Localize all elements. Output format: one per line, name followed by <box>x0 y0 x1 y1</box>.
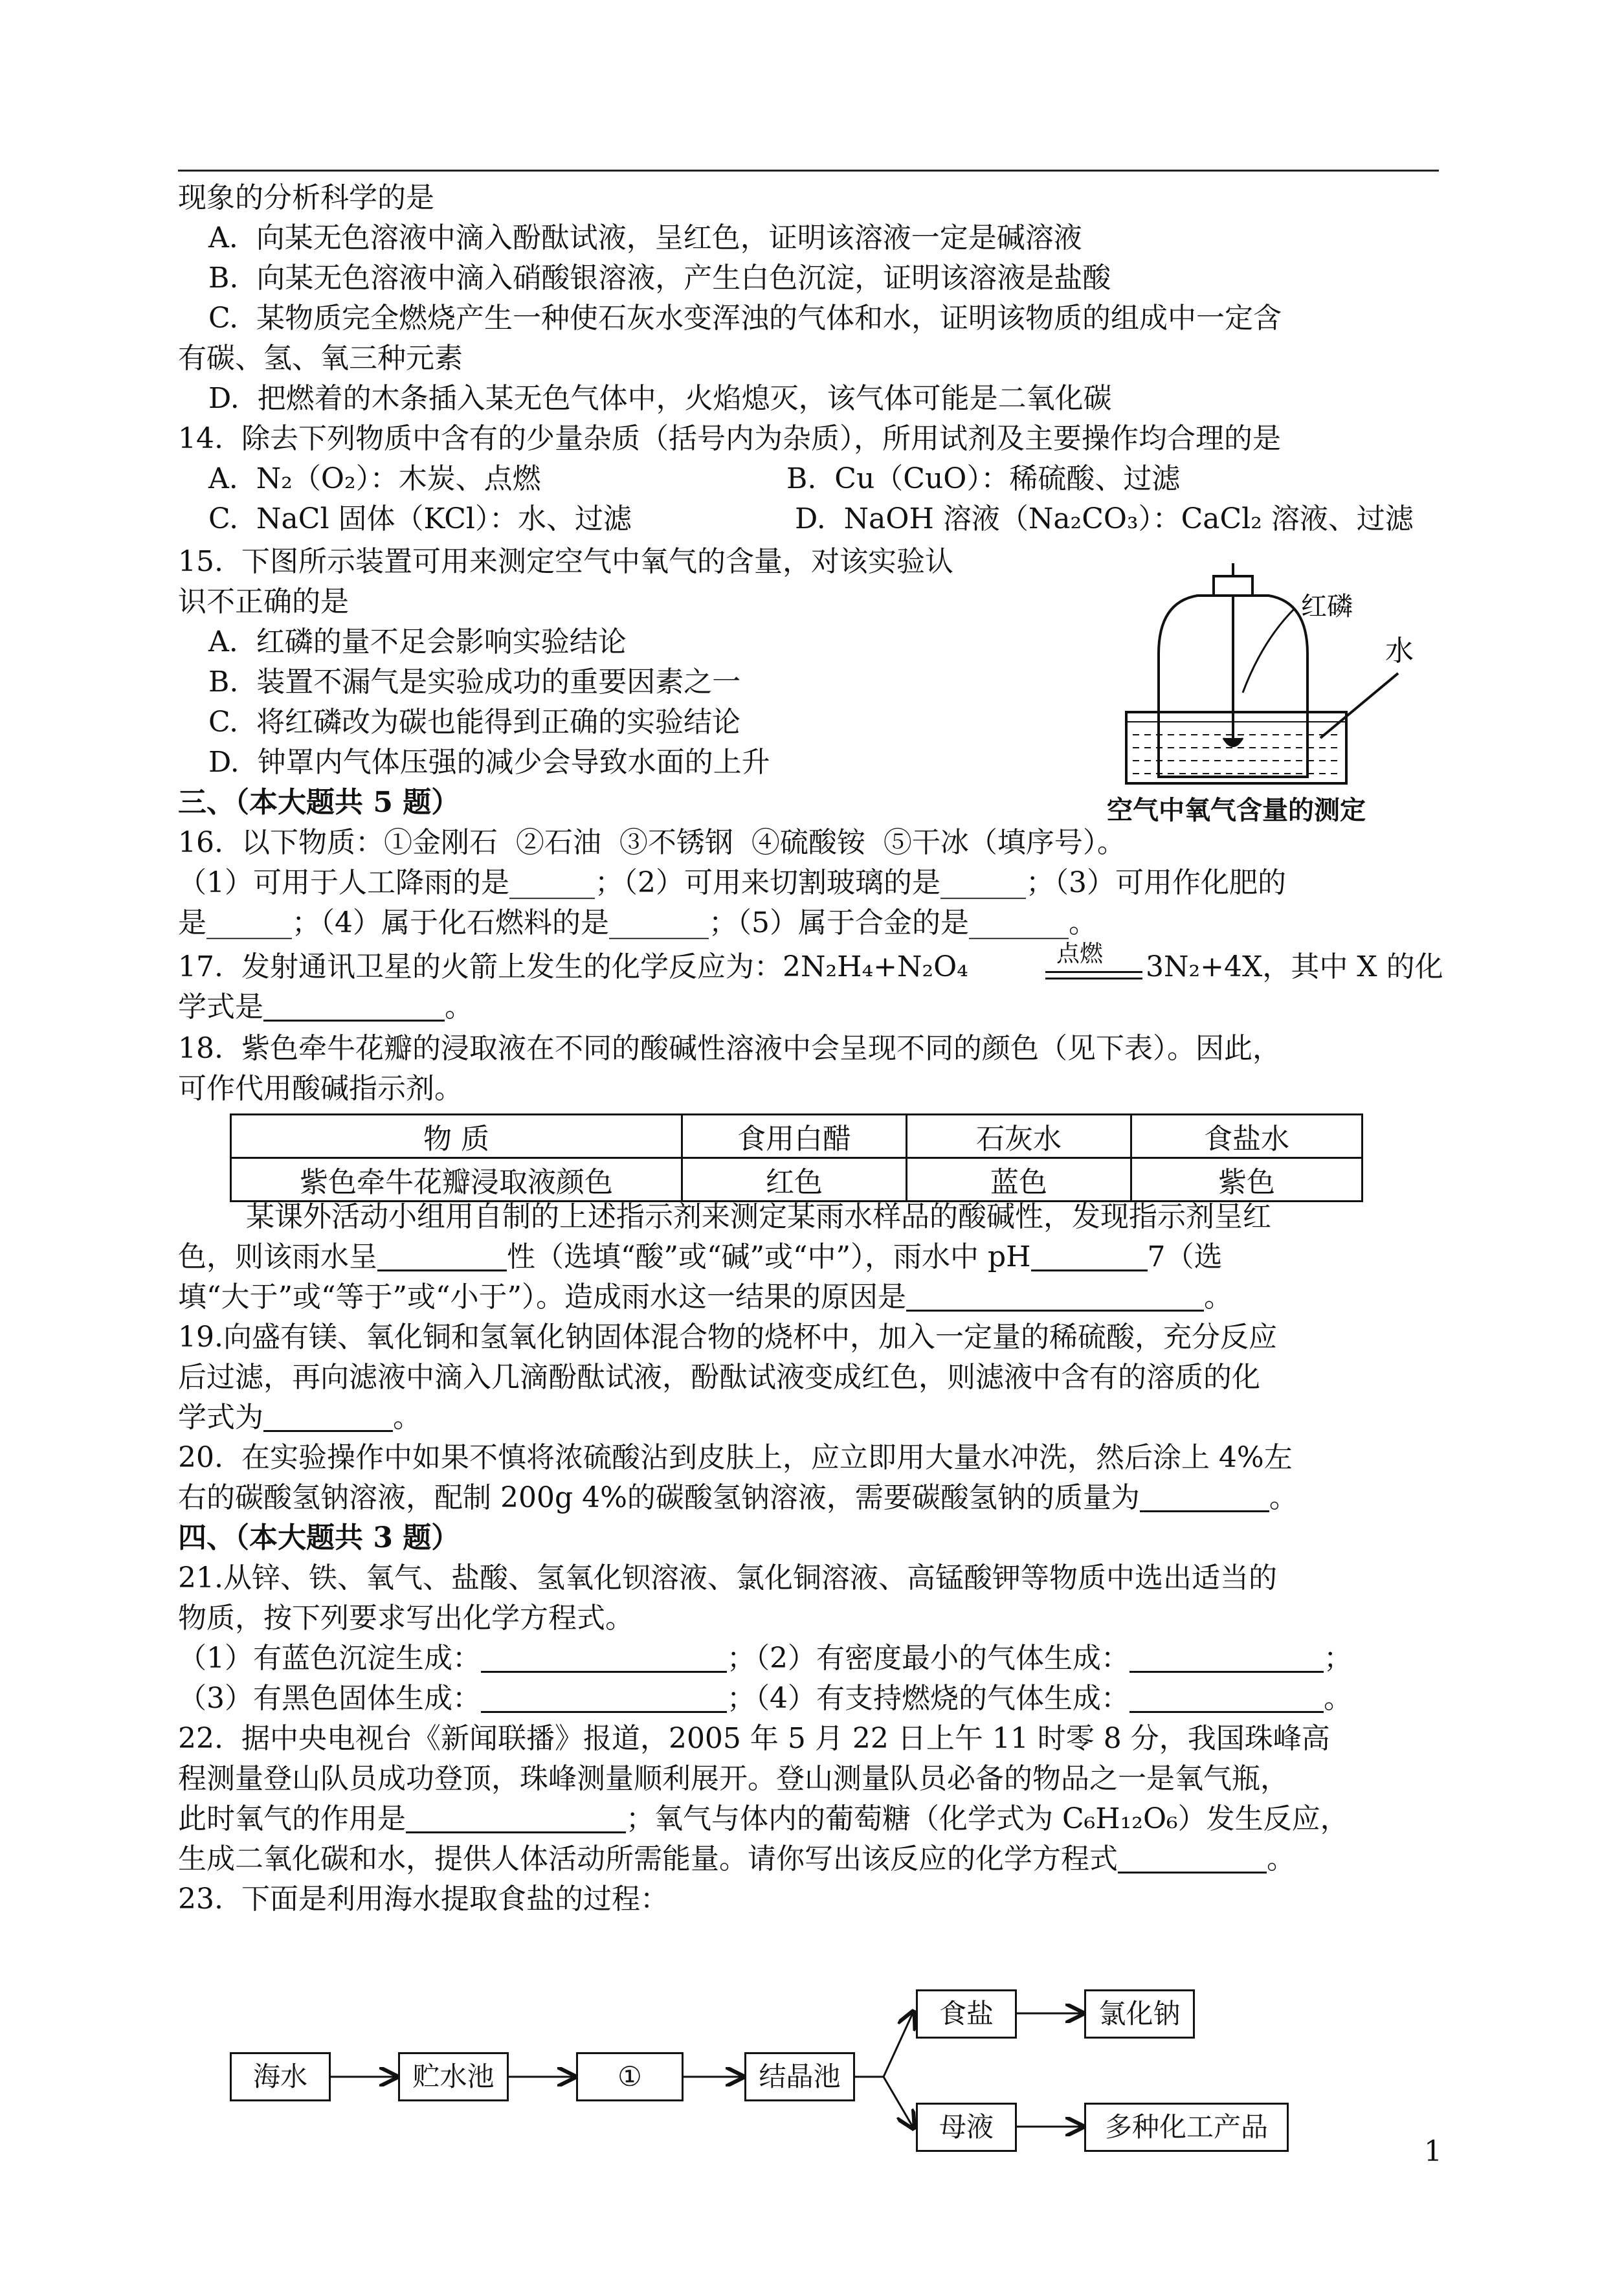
table-cell: 紫色牵牛花瓣浸取液颜色 <box>231 1158 682 1202</box>
q15-option-d: D. 钟罩内气体压强的减少会导致水面的上升 <box>208 746 770 779</box>
q20-line-2: 右的碳酸氢钠溶液，配制 200g 4%的碳酸氢钠溶液，需要碳酸氢钠的质量为 。 <box>178 1481 1298 1514</box>
q16-line-1: 16. 以下物质：①金刚石 ②石油 ③不锈钢 ④硫酸铵 ⑤干冰（填序号）。 <box>178 826 1126 859</box>
q19-line-1: 19.向盛有镁、氧化铜和氢氧化钠固体混合物的烧杯中，加入一定量的稀硫酸，充分反应 <box>178 1321 1277 1354</box>
flow-box-crystallizer: 结晶池 <box>744 2052 855 2101</box>
q15-option-c: C. 将红磷改为碳也能得到正确的实验结论 <box>208 706 741 739</box>
table-cell: 紫色 <box>1131 1158 1363 1202</box>
q21-line-1: 21.从锌、铁、氧气、盐酸、氢氧化钡溶液、氯化铜溶液、高锰酸钾等物质中选出适当的 <box>178 1561 1277 1594</box>
section-4-heading: 四、（本大题共 3 题） <box>178 1521 460 1554</box>
q22-line-1: 22. 据中央电视台《新闻联播》报道，2005 年 5 月 22 日上午 11 时零 8 分，我国珠峰高 <box>178 1722 1330 1755</box>
q13-option-c: C. 某物质完全燃烧产生一种使石灰水变浑浊的气体和水，证明该物质的组成中一定含 <box>208 302 1282 335</box>
table-cell: 红色 <box>682 1158 907 1202</box>
q22-line-2: 程测量登山队员成功登顶，珠峰测量顺利展开。登山测量队员必备的物品之一是氧气瓶， <box>178 1762 1289 1795</box>
figure-caption: 空气中氧气含量的测定 <box>1107 796 1366 825</box>
q20-line-1: 20. 在实验操作中如果不慎将浓硫酸沾到皮肤上，应立即用大量水冲洗，然后涂上 4%左 <box>178 1441 1293 1474</box>
table-header-cell: 物 质 <box>231 1115 682 1158</box>
q22-line-3: 此时氧气的作用是 ；氧气与体内的葡萄糖（化学式为 C₆H₁₂O₆）发生反应， <box>178 1802 1349 1835</box>
flow-box-step1: ① <box>576 2052 684 2101</box>
table-header-cell: 食用白醋 <box>682 1115 907 1158</box>
q14-option-b: B. Cu（CuO）：稀硫酸、过滤 <box>786 462 1181 495</box>
q15-stem-1: 15. 下图所示装置可用来测定空气中氧气的含量，对该实验认 <box>178 545 953 578</box>
q14-option-c: C. NaCl 固体（KCl）：水、过滤 <box>208 502 632 535</box>
q15-stem-2: 识不正确的是 <box>178 585 349 618</box>
q15-option-b: B. 装置不漏气是实验成功的重要因素之一 <box>208 666 741 699</box>
q21-line-2: 物质，按下列要求写出化学方程式。 <box>178 1602 634 1635</box>
q19-line-3: 学式为 。 <box>178 1401 421 1434</box>
q14-stem: 14. 除去下列物质中含有的少量杂质（括号内为杂质），所用试剂及主要操作均合理的是 <box>178 422 1281 455</box>
q16-line-3: 是______；（4）属于化石燃料的是_______；（5）属于合金的是_______。 <box>178 906 1097 939</box>
water-label: 水 <box>1385 634 1414 667</box>
flow-box-mother-liquor: 母液 <box>916 2103 1017 2152</box>
q17-condition: 点燃 <box>1056 941 1104 967</box>
q23-stem: 23. 下面是利用海水提取食盐的过程： <box>178 1883 669 1916</box>
flow-box-salt: 食盐 <box>916 1989 1017 2039</box>
q18-para-3: 填“大于”或“等于”或“小于”）。造成雨水这一结果的原因是 。 <box>178 1281 1232 1314</box>
flow-box-sodium-chloride: 氯化钠 <box>1084 1989 1195 2039</box>
table-cell: 蓝色 <box>907 1158 1131 1202</box>
q17-line-1a: 17. 发射通讯卫星的火箭上发生的化学反应为：2N₂H₄+N₂O₄ <box>178 950 968 983</box>
q16-line-2: （1）可用于人工降雨的是______；（2）可用来切割玻璃的是______；（3）可用作化肥的 <box>178 866 1286 899</box>
flow-box-reservoir: 贮水池 <box>398 2052 509 2101</box>
q18-line-1: 18. 紫色牵牛花瓣的浸取液在不同的酸碱性溶液中会呈现不同的颜色（见下表）。因此， <box>178 1032 1281 1065</box>
q19-line-2: 后过滤，再向滤液中滴入几滴酚酞试液，酚酞试液变成红色，则滤液中含有的溶质的化 <box>178 1361 1260 1394</box>
phosphorus-label: 红磷 <box>1301 592 1353 621</box>
q22-line-4: 生成二氧化碳和水，提供人体活动所需能量。请你写出该反应的化学方程式 。 <box>178 1842 1295 1875</box>
q17-line-1b: 3N₂+4X，其中 X 的化 <box>1146 950 1443 983</box>
q13-tail: 现象的分析科学的是 <box>178 181 434 214</box>
q17-label: 学式是 <box>178 990 263 1023</box>
section-3-heading: 三、（本大题共 5 题） <box>178 786 460 819</box>
q14-option-a: A. N₂（O₂）：木炭、点燃 <box>208 462 541 495</box>
q13-option-a: A. 向某无色溶液中滴入酚酞试液，呈红色，证明该溶液一定是碱溶液 <box>208 221 1082 254</box>
q15-option-a: A. 红磷的量不足会影响实验结论 <box>208 625 627 658</box>
table-header-cell: 食盐水 <box>1131 1115 1363 1158</box>
q17-line-2: 学式是 。 <box>178 990 473 1023</box>
page-number: 1 <box>1424 2135 1442 2168</box>
q13-option-b: B. 向某无色溶液中滴入硝酸银溶液，产生白色沉淀，证明该溶液是盐酸 <box>208 262 1111 295</box>
q13-option-d: D. 把燃着的木条插入某无色气体中，火焰熄灭，该气体可能是二氧化碳 <box>208 382 1112 415</box>
q21-items-2: （3）有黑色固体生成： ；（4）有支持燃烧的气体生成： 。 <box>178 1682 1352 1715</box>
q18-para-1: 某课外活动小组用自制的上述指示剂来测定某雨水样品的酸碱性，发现指示剂呈红 <box>246 1200 1271 1233</box>
q18-line-2: 可作代用酸碱指示剂。 <box>178 1072 463 1105</box>
q13-option-c-cont: 有碳、氢、氧三种元素 <box>178 342 463 375</box>
flow-box-chemical-products: 多种化工产品 <box>1084 2103 1289 2152</box>
table-header-cell: 石灰水 <box>907 1115 1131 1158</box>
q21-items-1: （1）有蓝色沉淀生成： ；（2）有密度最小的气体生成： ； <box>178 1642 1352 1675</box>
flow-box-seawater: 海水 <box>230 2052 331 2101</box>
q18-para-2: 色，则该雨水呈 性（选填“酸”或“碱”或“中”），雨水中 pH 7（选 <box>178 1240 1223 1273</box>
q14-option-d: D. NaOH 溶液（Na₂CO₃）：CaCl₂ 溶液、过滤 <box>795 502 1414 535</box>
